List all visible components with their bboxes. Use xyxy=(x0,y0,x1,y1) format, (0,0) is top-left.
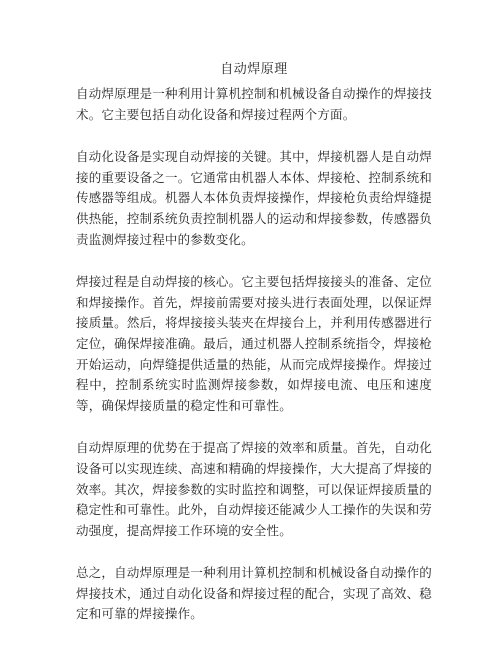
paragraph-process: 焊接过程是自动焊接的核心。它主要包括焊接接头的准备、定位和焊接操作。首先，焊接前需要对接头进行表面处理，以保证焊接质量。然后，将焊接接头装夹在焊接台上，并利用传感器进行定位，确保焊接准确。最后，通过机器人控制系统指令，焊接枪开始运动，向焊缝提供适量的热能，从而完成焊接操作。焊接过程中，控制系统实时监测焊接参数，如焊接电流、电压和速度等，确保焊接质量的稳定性和可靠性。 xyxy=(76,274,432,413)
paragraph-intro: 自动焊原理是一种利用计算机控制和机械设备自动操作的焊接技术。它主要包括自动化设备和焊接过程两个方面。 xyxy=(76,86,432,122)
paragraph-equipment: 自动化设备是实现自动焊接的关键。其中，焊接机器人是自动焊接的重要设备之一。它通常由机器人本体、焊接枪、控制系统和传感器等组成。机器人本体负责焊接操作，焊接枪负责给焊缝提供热能，控制系统负责控制机器人的运动和焊接参数，传感器负责监测焊接过程中的参数变化。 xyxy=(76,149,432,247)
paragraph-conclusion: 总之，自动焊原理是一种利用计算机控制和机械设备自动操作的焊接技术，通过自动化设备和焊接过程的配合，实现了高效、稳定和可靠的焊接操作。 xyxy=(76,565,432,622)
document-title: 自动焊原理 xyxy=(220,62,288,77)
paragraph-advantages: 自动焊原理的优势在于提高了焊接的效率和质量。首先，自动化设备可以实现连续、高速和精确的焊接操作，大大提高了焊接的效率。其次，焊接参数的实时监控和调整，可以保证焊接质量的稳定性和可靠性。此外，自动焊接还能减少人工操作的失误和劳动强度，提高焊接工作环境的安全性。 xyxy=(76,440,432,538)
